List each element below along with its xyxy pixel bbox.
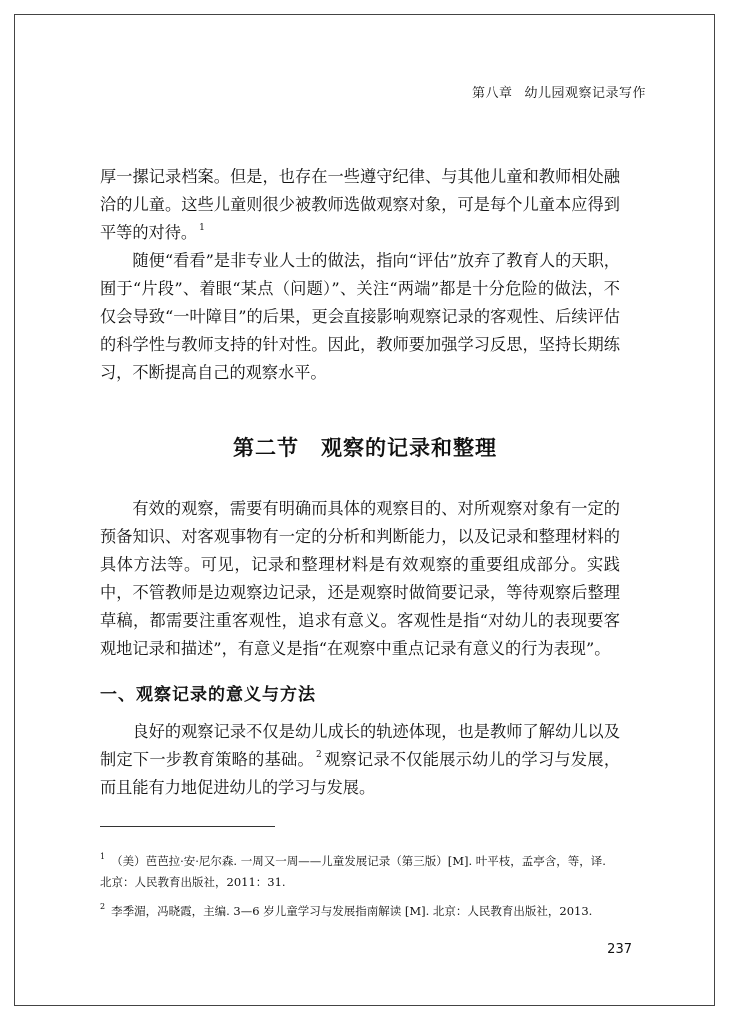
footnote-1	[100, 851, 620, 893]
footnote-mark: 1	[100, 852, 106, 861]
paragraph-effective-observation: 有效的观察，需要有明确而具体的观察目的、对所观察对象有一定的预备知识、对客观事物有一定的分析和判断能力，以及记录和整理材料的具体方法等。可见，记录和整理材料是有效观察的重要组成部分。实践中，不管教师是边观察边记录，还是观察时做简要记录，等待观察后整理草稿，都需要注重客观性，追求有意义。客观性是指“对幼儿的表现要客观地记录和描述”，有意义是指“在观察中重点记录有意义的行为表现”。	[100, 499, 620, 658]
section-heading: 观察的记录和整理	[321, 436, 497, 460]
paragraph-record-meaning	[100, 718, 620, 802]
paragraph-text-a: 良好的观察记录不仅是幼儿成长的轨迹体现，也是教师了解幼儿以及制定下一步教育策略的基础。	[100, 722, 620, 769]
footnote-ref-2[interactable]: 2	[315, 750, 322, 760]
running-header	[472, 82, 646, 101]
section-number: 第二节	[233, 436, 299, 460]
paragraph-text: 厚一摞记录档案。但是，也存在一些遵守纪律、与其他儿童和教师相处融洽的儿童。这些儿童则很少被教师选做观察对象，可是每个儿童本应得到平等的对待。	[100, 167, 620, 242]
paragraph-text-b: 观察记录不仅能展示幼儿的学习与发展，而且能有力地促进幼儿的学习与发展。	[100, 750, 621, 797]
paragraph-continued	[100, 163, 620, 247]
subheading: 一、观察记录的意义与方法	[100, 685, 316, 705]
footnote-ref-1[interactable]: 1	[199, 223, 205, 233]
chapter-title: 幼儿园观察记录写作	[524, 86, 646, 101]
footnote-text: 李季湄，冯晓霞，主编. 3—6 岁儿童学习与发展指南解读 [M]. 北京：人民教育出版社，2013.	[111, 904, 593, 918]
footnote-divider	[100, 826, 275, 827]
section-title	[0, 432, 730, 462]
paragraph-observation-practice: 随便“看看”是非专业人士的做法，指向“评估”放弃了教育人的天职，囿于“片段”、着眼“某点（问题）”、关注“两端”都是十分危险的做法，不仅会导致“一叶障目”的后果，更会直接影响观察记录的客观性、后续评估的科学性与教师支持的针对性。因此，教师要加强学习反思，坚持长期练习，不断提高自己的观察水平。	[100, 251, 620, 382]
footnote-mark: 2	[100, 902, 106, 911]
footnote-2	[100, 901, 620, 922]
page-number: 237	[607, 942, 632, 957]
footnote-text: （美）芭芭拉·安·尼尔森. 一周又一周——儿童发展记录（第三版）[M]. 叶平枝，孟亭含，等，译. 北京：人民教育出版社，2011：31.	[100, 854, 606, 889]
chapter-number: 第八章	[471, 86, 513, 101]
